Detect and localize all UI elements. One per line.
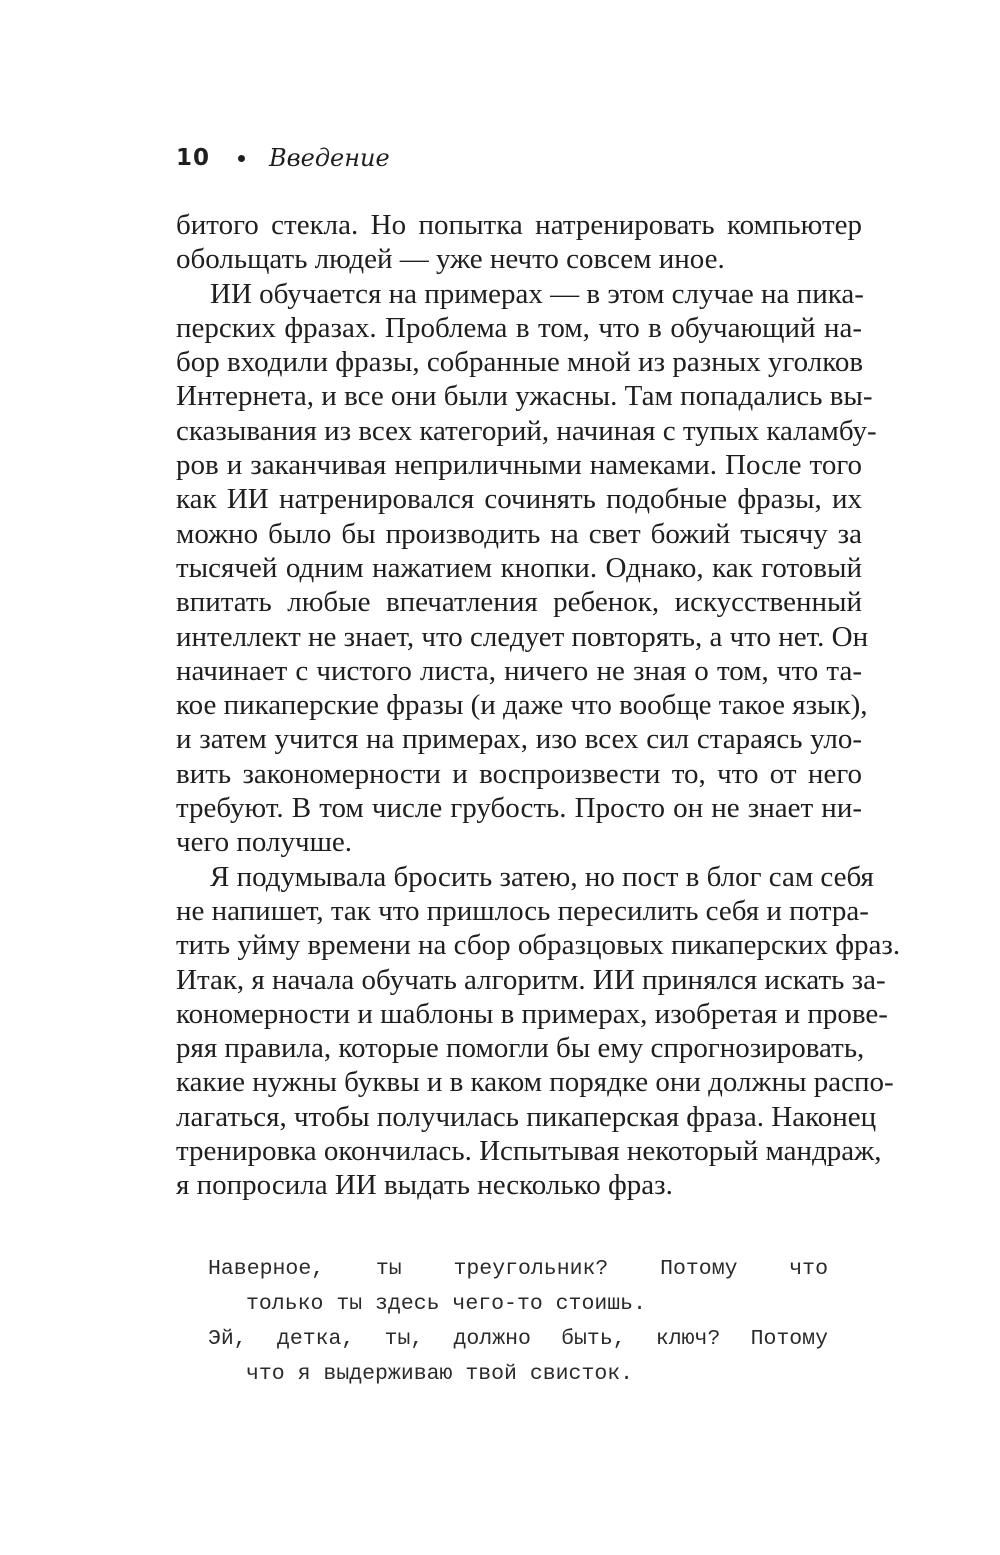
paragraph — [176, 277, 877, 860]
body-text — [176, 208, 901, 1203]
text-line: интеллект не знает, что следует повторять, а что нет. Он — [176, 620, 869, 653]
text-line: тысячей одним нажатием кнопки. Однако, как готовый — [176, 551, 862, 584]
text-line: чего получше. — [176, 826, 353, 859]
text-line: ряя правила, которые помогли бы ему спрогнозировать, — [176, 1032, 865, 1065]
paragraph — [176, 860, 901, 1203]
text-line: лагаться, чтобы получилась пикаперская фраза. Наконец — [176, 1100, 877, 1133]
text-line: как ИИ натренировался сочинять подобные фразы, их — [176, 483, 862, 516]
text-line: Я подумывала бросить затею, но пост в блог сам себя — [210, 860, 874, 893]
running-header — [176, 140, 390, 176]
text-line: не напишет, так что пришлось пересилить себя и потра- — [176, 894, 869, 927]
example-phrases — [208, 1252, 828, 1392]
bullet-separator — [238, 155, 245, 162]
text-line: кое пикаперские фразы (и даже что вообще такое язык), — [176, 689, 868, 722]
text-line: я попросила ИИ выдать несколько фраз. — [176, 1169, 673, 1202]
text-line: тить уйму времени на сбор образцовых пикаперских фраз. — [176, 929, 901, 962]
example-line: Эй, детка, ты, должно быть, ключ? Потому — [208, 1327, 828, 1351]
example-phrase — [208, 1322, 828, 1392]
text-line: Интернета, и все они были ужасны. Там попадались вы- — [176, 380, 873, 413]
text-line: вить закономерности и воспроизвести то, что от него — [176, 757, 862, 790]
text-line: можно было бы производить на свет божий тысячу за — [176, 517, 862, 550]
text-line: обольщать людей — уже нечто совсем иное. — [176, 243, 725, 276]
example-line: только ты здесь чего-то стоишь. — [246, 1292, 646, 1316]
text-line: Итак, я начала обучать алгоритм. ИИ принялся искать за- — [176, 963, 886, 996]
example-line: что я выдерживаю твой свисток. — [246, 1362, 634, 1386]
paragraph — [176, 208, 862, 277]
example-line: Наверное, ты треугольник? Потому что — [208, 1257, 828, 1281]
text-line: ИИ обучается на примерах — в этом случае на пика- — [210, 277, 864, 310]
text-line: какие нужны буквы и в каком порядке они должны распо- — [176, 1066, 894, 1099]
text-line: ров и заканчивая неприличными намеками. После того — [176, 449, 862, 482]
page-number: 10 — [176, 145, 211, 171]
text-line: кономерности и шаблоны в примерах, изобретая и прове- — [176, 997, 888, 1030]
text-line: требуют. В том числе грубость. Просто он не знает ни- — [176, 792, 862, 825]
text-line: бор входили фразы, собранные мной из разных уголков — [176, 346, 864, 379]
text-line: тренировка окончилась. Испытывая некоторый мандраж, — [176, 1135, 882, 1168]
example-phrase — [208, 1252, 828, 1322]
text-line: и затем учится на примерах, изо всех сил стараясь уло- — [176, 723, 862, 756]
text-line: сказывания из всех категорий, начиная с тупых каламбу- — [176, 414, 877, 447]
text-line: начинает с чистого листа, ничего не зная о том, что та- — [176, 654, 862, 687]
text-line: перских фразах. Проблема в том, что в обучающий на- — [176, 311, 862, 344]
text-line: впитать любые впечатления ребенок, искусственный — [176, 586, 862, 619]
text-line: битого стекла. Но попытка натренировать компьютер — [176, 209, 862, 241]
section-title: Введение — [269, 144, 390, 172]
